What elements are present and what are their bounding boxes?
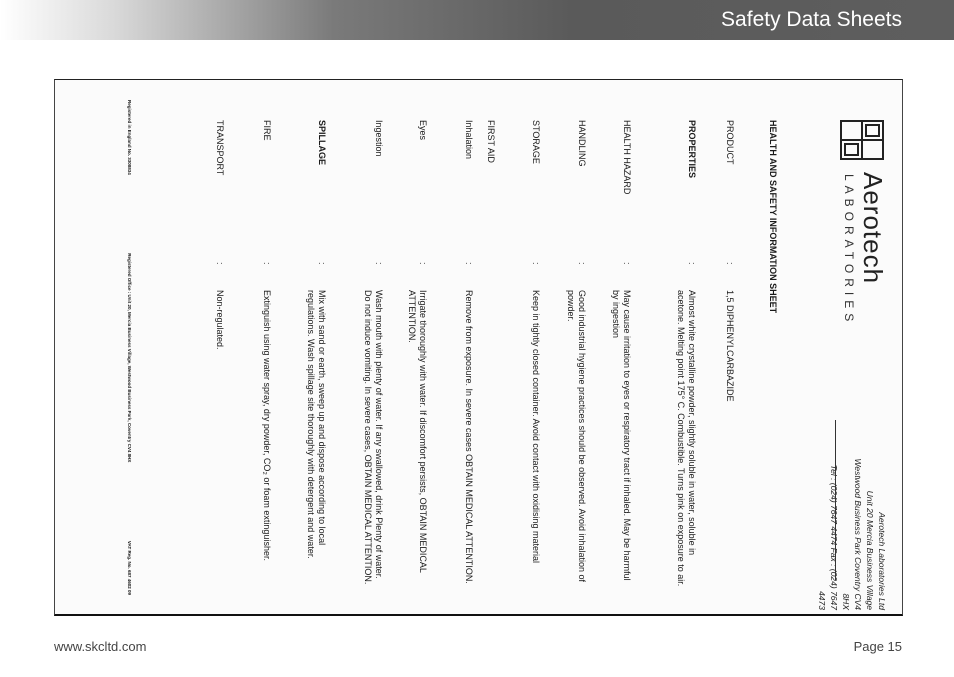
row-label: Inhalation <box>464 120 474 160</box>
scanned-sheet <box>55 80 902 615</box>
row-value: 1,5 DIPHENYLCARBAZIDE <box>725 290 735 402</box>
company-logo <box>804 120 894 380</box>
row-label: Eyes <box>418 120 428 141</box>
row-colon: : <box>317 262 327 265</box>
row-colon: : <box>531 262 541 265</box>
row-value: Extinguish using water spray, dry powder, CO₂ or foam extinguisher. <box>262 290 272 561</box>
row-colon: : <box>687 262 697 265</box>
row-value: Keep in tightly closed container. Avoid contact with oxidising material <box>531 290 541 563</box>
aerotech-logo-icon <box>840 120 884 160</box>
document-frame <box>54 79 903 616</box>
address-line: Tel : (024) 7647 4474 Fax : (024) 7647 4473 <box>817 464 839 610</box>
row-label: FIRE <box>262 120 272 141</box>
sheet-title: HEALTH AND SAFETY INFORMATION SHEET <box>768 120 778 314</box>
row-label: SPILLAGE <box>317 120 327 166</box>
row-label: FIRST AID <box>486 120 496 163</box>
vat-number: VAT Reg. No. 687 4602 09 <box>127 540 132 595</box>
address-line: Westwood Business Park Coventry CV4 8HX <box>841 458 863 610</box>
row-value: May cause irritation to eyes or respiratory tract if inhaled. May be harmful by ingestion <box>611 290 632 581</box>
logo-name: Aerotech <box>858 172 888 285</box>
row-colon: : <box>622 262 632 265</box>
row-label: PROPERTIES <box>687 120 697 179</box>
row-label: TRANSPORT <box>215 120 225 176</box>
row-colon: : <box>464 262 474 265</box>
page-title: Safety Data Sheets <box>721 8 902 31</box>
company-address <box>816 450 888 610</box>
row-colon: : <box>418 262 428 265</box>
row-colon: : <box>577 262 587 265</box>
row-value: Wash mouth with plenty of water. If any swallowed, drink Plenty of water. Do not induce vomiting. In severe cases, OBTAIN MEDICAL ATTENTION. <box>363 290 384 585</box>
row-label: HANDLING <box>577 120 587 167</box>
row-colon: : <box>725 262 735 265</box>
header-bar <box>0 0 954 40</box>
row-value: Good industrial hygiene practices should be observed. Avoid inhalation of powder. <box>566 290 587 583</box>
row-colon: : <box>374 262 384 265</box>
row-colon: : <box>215 262 225 265</box>
registration-number: Registered in England No. 3308834 <box>127 100 132 175</box>
page-number: Page 15 <box>853 639 902 654</box>
logo-subtitle: LABORATORIES <box>842 174 856 327</box>
row-label: Ingestion <box>374 120 384 157</box>
row-value: Non-regulated. <box>215 290 225 350</box>
address-line: Aerotech Laboratories Ltd <box>877 512 887 610</box>
row-label: HEALTH HAZARD <box>622 120 632 195</box>
row-label: PRODUCT <box>725 120 735 165</box>
title-rule <box>835 420 836 580</box>
row-value: Almost white crystalline powder, slightly soluble in water, soluble in acetone. Melting point 175° C. Combustible. Turns pink on exposure to air. <box>676 290 697 587</box>
row-value: Irrigate thoroughly with water. If discomfort persists, OBTAIN MEDICAL ATTENTION. <box>407 290 428 573</box>
row-label: STORAGE <box>531 120 541 164</box>
footer-url[interactable]: www.skcltd.com <box>54 639 147 654</box>
registration-line <box>127 100 132 595</box>
row-value: Remove from exposure. In severe cases OBTAIN MEDICAL ATTENTION. <box>464 290 474 584</box>
registered-office: Registered Office : Unit 20, Mercia Business Village, Westwood Business Park, Coventry CV4 8HX <box>127 253 132 463</box>
row-value: Mix with sand or earth, sweep up and dispose according to local regulations. Wash spillage site thoroughly with detergent and water. <box>306 290 327 559</box>
row-colon: : <box>262 262 272 265</box>
address-line: Unit 20 Mercia Business Village <box>865 490 875 610</box>
